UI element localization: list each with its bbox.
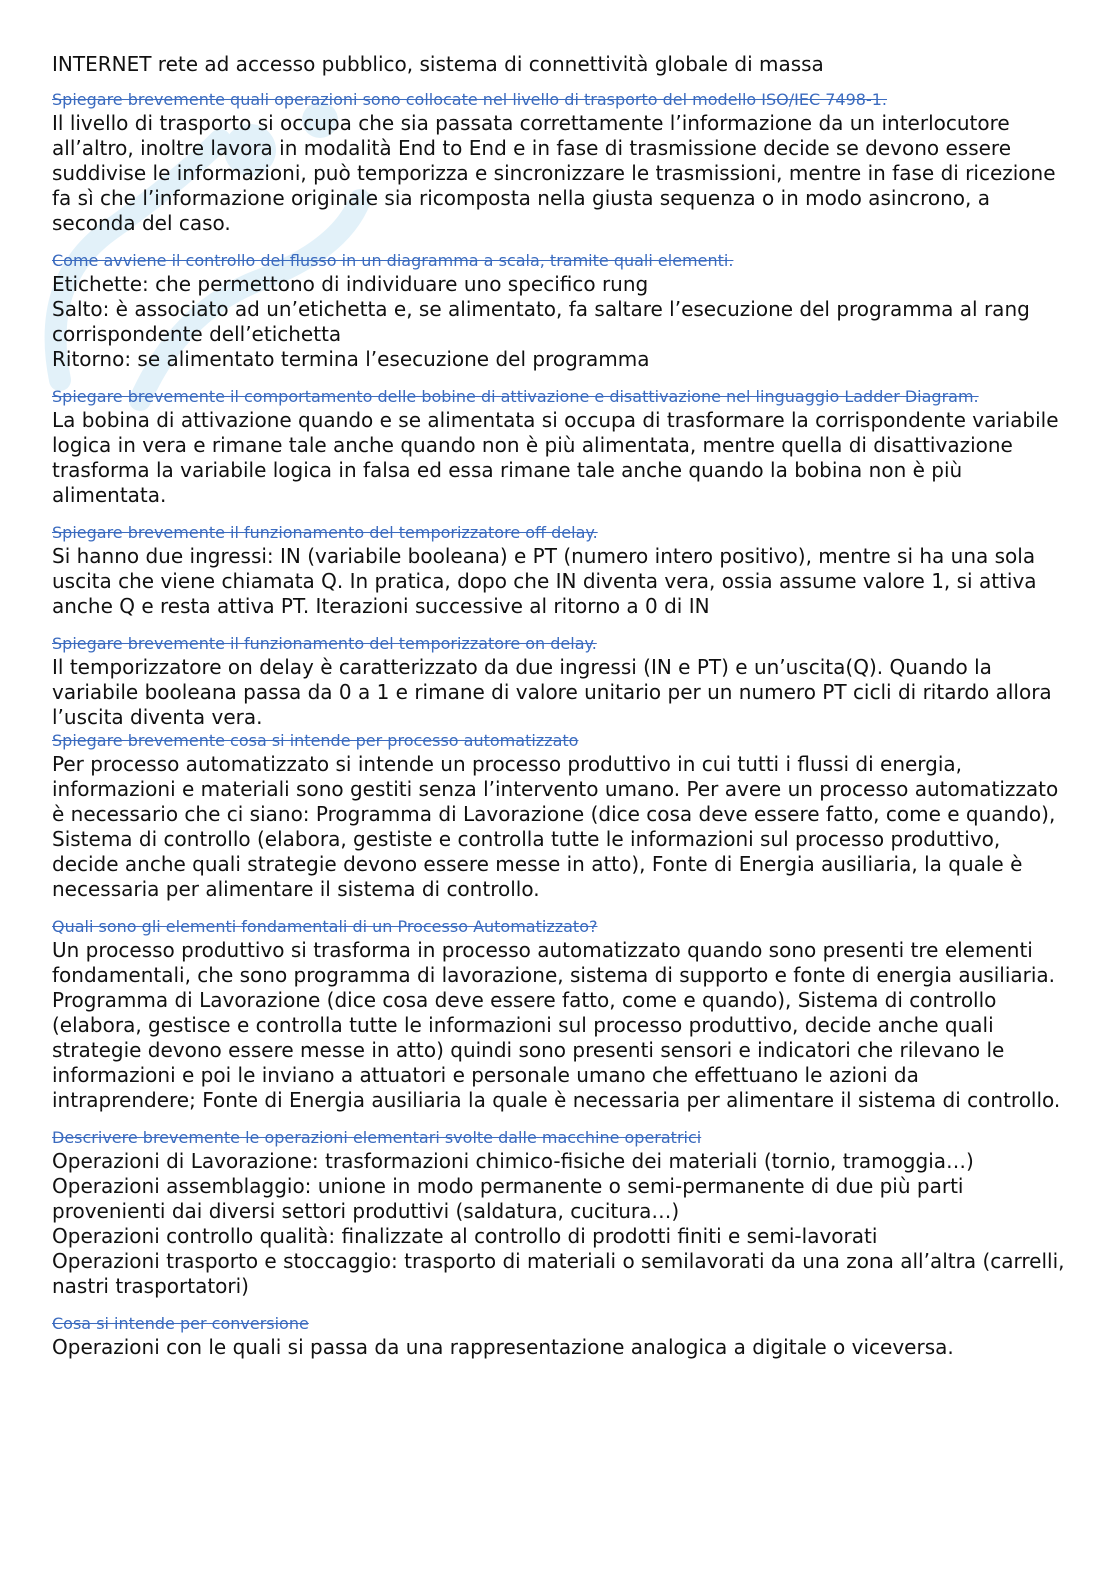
answer-text xyxy=(52,544,1068,619)
question-heading: Quali sono gli elementi fondamentali di un Processo Automatizzato? xyxy=(52,917,598,936)
answer-line: Operazioni di Lavorazione: trasformazioni chimico-fisiche dei materiali (tornio, tramoggia…) xyxy=(52,1149,974,1173)
answer-line: Salto: è associato ad un’etichetta e, se alimentato, fa saltare l’esecuzione del programma al rang corrispondente dell’etichetta xyxy=(52,297,1030,346)
answer-paragraph: Operazioni con le quali si passa da una rappresentazione analogica a digitale o viceversa. xyxy=(52,1335,954,1359)
question-heading: Spiegare brevemente quali operazioni sono collocate nel livello di trasporto del modello ISO/IEC 7498-1. xyxy=(52,90,888,109)
qa-section-1 xyxy=(52,89,1068,236)
qa-section-3 xyxy=(52,386,1068,508)
answer-text xyxy=(52,938,1068,1113)
intro-line: INTERNET rete ad accesso pubblico, sistema di connettività globale di massa xyxy=(52,52,824,76)
answer-text xyxy=(52,272,1068,372)
qa-section-8 xyxy=(52,1127,1068,1299)
answer-paragraph: Un processo produttivo si trasforma in processo automatizzato quando sono presenti tre elementi fondamentali, che sono programma di lavorazione, sistema di supporto e fonte di energia ausiliaria. Programma di Lavorazione (dice cosa deve essere fatto, come e quando), Sistema di controllo (elabora, gestisce e controlla tutte le informazioni sul processo produttivo, decide anche quali strategie devono essere messe in atto) quindi sono presenti sensori e indicatori che rilevano le informazioni e poi le inviano a attuatori e personale umano che effettuano le azioni da intraprendere; Fonte di Energia ausiliaria la quale è necessaria per alimentare il sistema di controllo. xyxy=(52,938,1061,1112)
qa-section-2 xyxy=(52,250,1068,372)
qa-section-5 xyxy=(52,633,1068,730)
answer-text xyxy=(52,752,1068,902)
question-heading: Cosa si intende per conversione xyxy=(52,1314,309,1333)
answer-text xyxy=(52,111,1068,236)
answer-text xyxy=(52,655,1068,730)
question-heading: Spiegare brevemente il comportamento delle bobine di attivazione e disattivazione nel linguaggio Ladder Diagram. xyxy=(52,387,979,406)
qa-section-7 xyxy=(52,916,1068,1113)
answer-text xyxy=(52,1335,1068,1360)
answer-line: Operazioni trasporto e stoccaggio: trasporto di materiali o semilavorati da una zona all’altra (carrelli, nastri trasportatori) xyxy=(52,1249,1065,1298)
answer-text xyxy=(52,1149,1068,1299)
qa-section-9 xyxy=(52,1313,1068,1360)
question-heading: Spiegare brevemente il funzionamento del temporizzatore off delay. xyxy=(52,523,598,542)
answer-line: Ritorno: se alimentato termina l’esecuzione del programma xyxy=(52,347,650,371)
answer-paragraph: Si hanno due ingressi: IN (variabile booleana) e PT (numero intero positivo), mentre si ha una sola uscita che viene chiamata Q. In pratica, dopo che IN diventa vera, ossia assume valore 1, si attiva anche Q e resta attiva PT. Iterazioni successive al ritorno a 0 di IN xyxy=(52,544,1037,618)
answer-line: Operazioni controllo qualità: finalizzate al controllo di prodotti finiti e semi-lavorati xyxy=(52,1224,878,1248)
qa-section-6 xyxy=(52,730,1068,902)
question-heading: Spiegare brevemente cosa si intende per processo automatizzato xyxy=(52,731,579,750)
answer-paragraph: La bobina di attivazione quando e se alimentata si occupa di trasformare la corrispondente variabile logica in vera e rimane tale anche quando non è più alimentata, mentre quella di disattivazione trasforma la variabile logica in falsa ed essa rimane tale anche quando la bobina non è più alimentata. xyxy=(52,408,1059,507)
answer-paragraph: Il temporizzatore on delay è caratterizzato da due ingressi (IN e PT) e un’uscita(Q). Quando la variabile booleana passa da 0 a 1 e rimane di valore unitario per un numero PT cicli di ritardo allora l’uscita diventa vera. xyxy=(52,655,1052,729)
document-page xyxy=(52,52,1068,1374)
answer-paragraph: Per processo automatizzato si intende un processo produttivo in cui tutti i flussi di energia, informazioni e materiali sono gestiti senza l’intervento umano. Per avere un processo automatizzato è necessario che ci siano: Programma di Lavorazione (dice cosa deve essere fatto, come e quando), Sistema di controllo (elabora, gestiste e controlla tutte le informazioni sul processo produttivo, decide anche quali strategie devono essere messe in atto), Fonte di Energia ausiliaria, la quale è necessaria per alimentare il sistema di controllo. xyxy=(52,752,1059,901)
question-heading: Come avviene il controllo del flusso in un diagramma a scala, tramite quali elementi. xyxy=(52,251,734,270)
answer-line: Etichette: che permettono di individuare uno specifico rung xyxy=(52,272,649,296)
answer-text xyxy=(52,408,1068,508)
question-heading: Spiegare brevemente il funzionamento del temporizzatore on delay. xyxy=(52,634,597,653)
question-heading: Descrivere brevemente le operazioni elementari svolte dalle macchine operatrici xyxy=(52,1128,702,1147)
answer-paragraph: Il livello di trasporto si occupa che sia passata correttamente l’informazione da un interlocutore all’altro, inoltre lavora in modalità End to End e in fase di trasmissione decide se devono essere suddivise le informazioni, può temporizza e sincronizzare le trasmissioni, mentre in fase di ricezione fa sì che l’informazione originale sia ricomposta nella giusta sequenza o in modo asincrono, a seconda del caso. xyxy=(52,111,1056,235)
answer-line: Operazioni assemblaggio: unione in modo permanente o semi-permanente di due più parti provenienti dai diversi settori produttivi (saldatura, cucitura…) xyxy=(52,1174,964,1223)
qa-section-4 xyxy=(52,522,1068,619)
